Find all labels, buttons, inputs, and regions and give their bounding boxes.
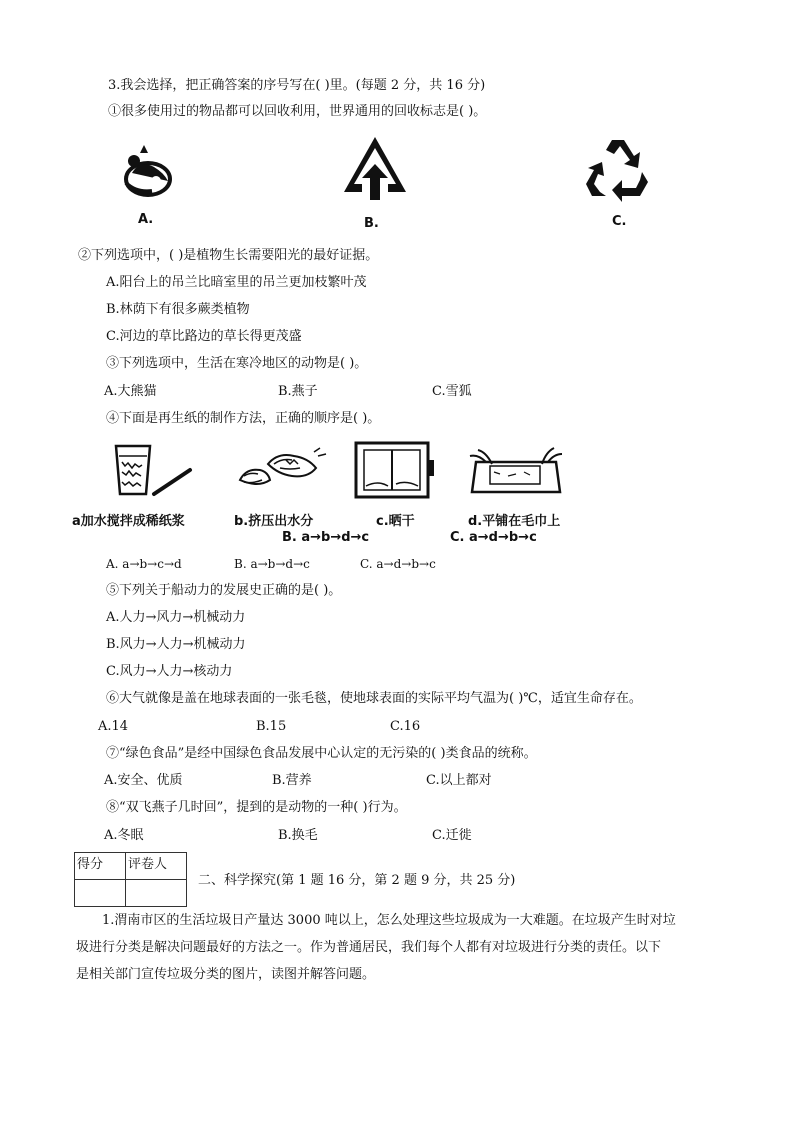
- question-7-stem: ⑦“绿色食品”是经中国绿色食品发展中心认定的无污染的( )类食品的统称。: [106, 746, 537, 761]
- question-6-option-c: C.16: [390, 719, 421, 734]
- question-5-option-c: C.风力→人力→核动力: [106, 664, 233, 679]
- question-5-stem: ⑤下列关于船动力的发展史正确的是( )。: [106, 583, 342, 598]
- question-3-option-c: C.雪狐: [432, 384, 472, 399]
- question-4-option-a: A. a→b→c→d: [106, 557, 182, 571]
- score-table: [74, 852, 187, 907]
- score-header: 得分: [75, 853, 126, 880]
- question-3-option-b: B.燕子: [278, 384, 318, 399]
- option-a-symbol-image: [112, 143, 184, 203]
- question-heading: 3.我会选择，把正确答案的序号写在( )里。(每题 2 分，共 16 分): [108, 78, 486, 93]
- question-4-option-b: B. a→b→d→c: [234, 557, 310, 571]
- step-c-drying-frame-image: [352, 440, 436, 500]
- step-b-squeezing-hands-image: [234, 446, 328, 494]
- question-1-stem: ①很多使用过的物品都可以回收利用，世界通用的回收标志是( )。: [108, 104, 487, 119]
- question-8-option-a: A.冬眠: [104, 828, 144, 843]
- step-d-spreading-towel-image: [468, 442, 564, 498]
- step-a-cup-stirring-image: [110, 440, 194, 498]
- option-b-label: B.: [364, 216, 379, 231]
- question-2-stem: ②下列选项中，( )是植物生长需要阳光的最好证据。: [78, 248, 379, 263]
- section-2-paragraph-line-2: 圾进行分类是解决问题最好的方法之一。作为普通居民，我们每个人都有对垃圾进行分类的责任。以下: [76, 940, 662, 955]
- question-7-option-a: A.安全、优质: [104, 773, 183, 788]
- step-b-caption: b.挤压出水分: [234, 514, 314, 529]
- option-c-label: C.: [612, 214, 627, 229]
- question-8-stem: ⑧“双飞燕子几时回”，提到的是动物的一种( )行为。: [106, 800, 407, 815]
- option-b-triangle-symbol-image: [340, 134, 410, 204]
- question-5-option-b: B.风力→人力→机械动力: [106, 637, 246, 652]
- question-8-option-b: B.换毛: [278, 828, 318, 843]
- option-c-recycle-symbol-image: [584, 136, 652, 202]
- step-a-caption: a加水搅拌成稀纸浆: [72, 514, 185, 529]
- step-c-caption: c.晒干: [376, 514, 415, 529]
- question-2-option-c: C.河边的草比路边的草长得更茂盛: [106, 329, 302, 344]
- step-d-caption: d.平铺在毛巾上: [468, 514, 561, 529]
- question-6-option-b: B.15: [256, 719, 287, 734]
- question-3-stem: ③下列选项中，生活在寒冷地区的动物是( )。: [106, 356, 368, 371]
- option-a-label: A.: [138, 212, 154, 227]
- question-6-stem: ⑥大气就像是盖在地球表面的一张毛毯，使地球表面的实际平均气温为( )℃，适宜生命存在。: [106, 691, 642, 706]
- grader-cell[interactable]: [126, 880, 187, 907]
- question-4-stem: ④下面是再生纸的制作方法，正确的顺序是( )。: [106, 411, 381, 426]
- question-8-option-c: C.迁徙: [432, 828, 472, 843]
- question-3-option-a: A.大熊猫: [104, 384, 157, 399]
- question-4-overlay-option-c: C. a→d→b→c: [450, 530, 537, 545]
- question-4-option-c: C. a→d→b→c: [360, 557, 436, 571]
- question-7-option-b: B.营养: [272, 773, 312, 788]
- question-6-option-a: A.14: [98, 719, 129, 734]
- grader-header: 评卷人: [126, 853, 187, 880]
- question-5-option-a: A.人力→风力→机械动力: [106, 610, 246, 625]
- score-cell[interactable]: [75, 880, 126, 907]
- question-4-overlay-option-b: B. a→b→d→c: [282, 530, 370, 545]
- question-2-option-a: A.阳台上的吊兰比暗室里的吊兰更加枝繁叶茂: [106, 275, 367, 290]
- section-2-heading: 二、科学探究(第 1 题 16 分，第 2 题 9 分，共 25 分): [198, 873, 516, 888]
- section-2-paragraph-line-1: 1.渭南市区的生活垃圾日产量达 3000 吨以上，怎么处理这些垃圾成为一大难题。在垃圾产生时对垃: [102, 913, 676, 928]
- section-2-paragraph-line-3: 是相关部门宣传垃圾分类的图片，读图并解答问题。: [76, 967, 376, 982]
- question-2-option-b: B.林荫下有很多蕨类植物: [106, 302, 250, 317]
- question-7-option-c: C.以上都对: [426, 773, 492, 788]
